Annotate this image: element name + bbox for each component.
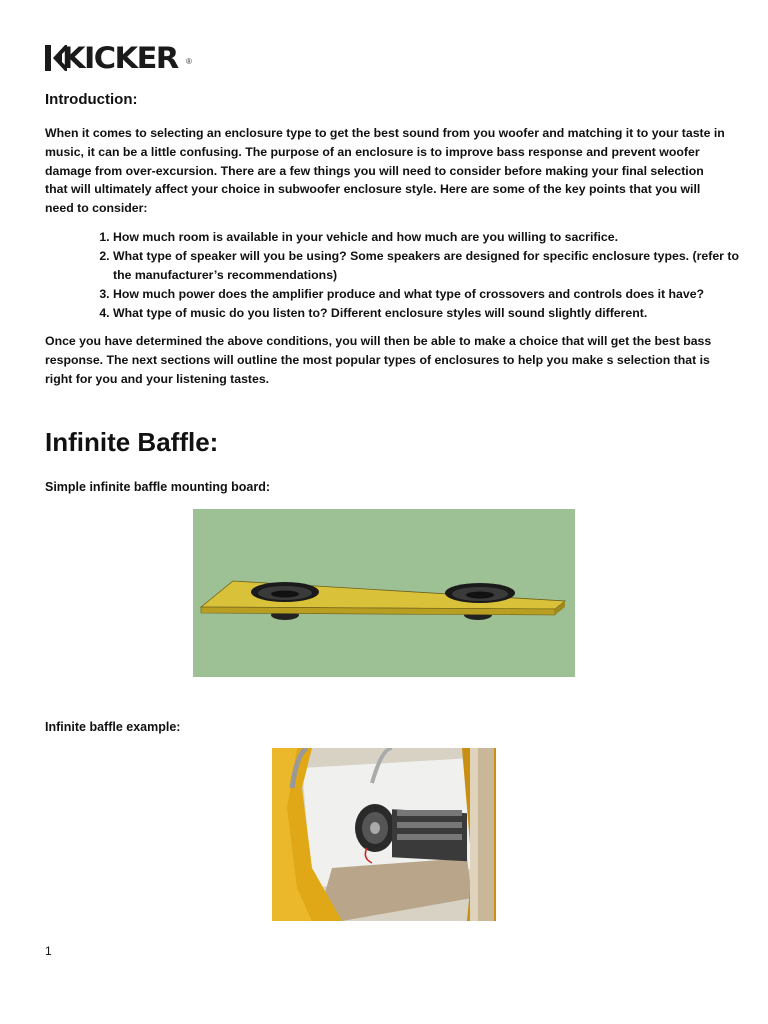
intro-paragraph-1: When it comes to selecting an enclosure type to get the best sound from you woofer and matching it to your taste in music, it can be a little confusing. The purpose of an enclosure is to improve bass response and prevent woofer damage from over-excursion. There are a few things you will need to consider before making your final selection that will ultimately affect your choice in subwoofer enclosure style. Here are some of the key points that you will need to consider: [45,126,725,216]
baffle-example-caption: Infinite baffle example: [45,720,181,734]
intro-paragraph-2: Once you have determined the above conditions, you will then be able to make a choice that will get the best bass response. The next sections will outline the most popular types of enclosures to help you make s selection that is right for you and your listening tastes. [45,334,712,386]
registered-mark: ® [186,57,192,66]
page-number: 1 [45,944,52,958]
list-item: 4. What type of music do you listen to? Different enclosure styles will sound slightly different. [113,304,753,323]
list-item: 3. How much power does the amplifier produce and what type of crossovers and controls does it have? [113,285,753,304]
kicker-logo [45,41,195,75]
infinite-baffle-heading: Infinite Baffle: [45,427,219,457]
mounting-board-caption: Simple infinite baffle mounting board: [45,480,270,494]
baffle-example-photo [272,748,496,921]
mounting-board-illustration [193,509,575,677]
key-points-list [78,228,753,323]
logo-wordmark: KICKER [62,41,178,75]
introduction-heading: Introduction: [45,91,138,108]
list-item: 2. What type of speaker will you be using? Some speakers are designed for specific enclosure types. (refer to the manufacturer’s recommendations) [113,247,753,285]
list-item: 1. How much room is available in your vehicle and how much are you willing to sacrifice. [113,228,753,247]
